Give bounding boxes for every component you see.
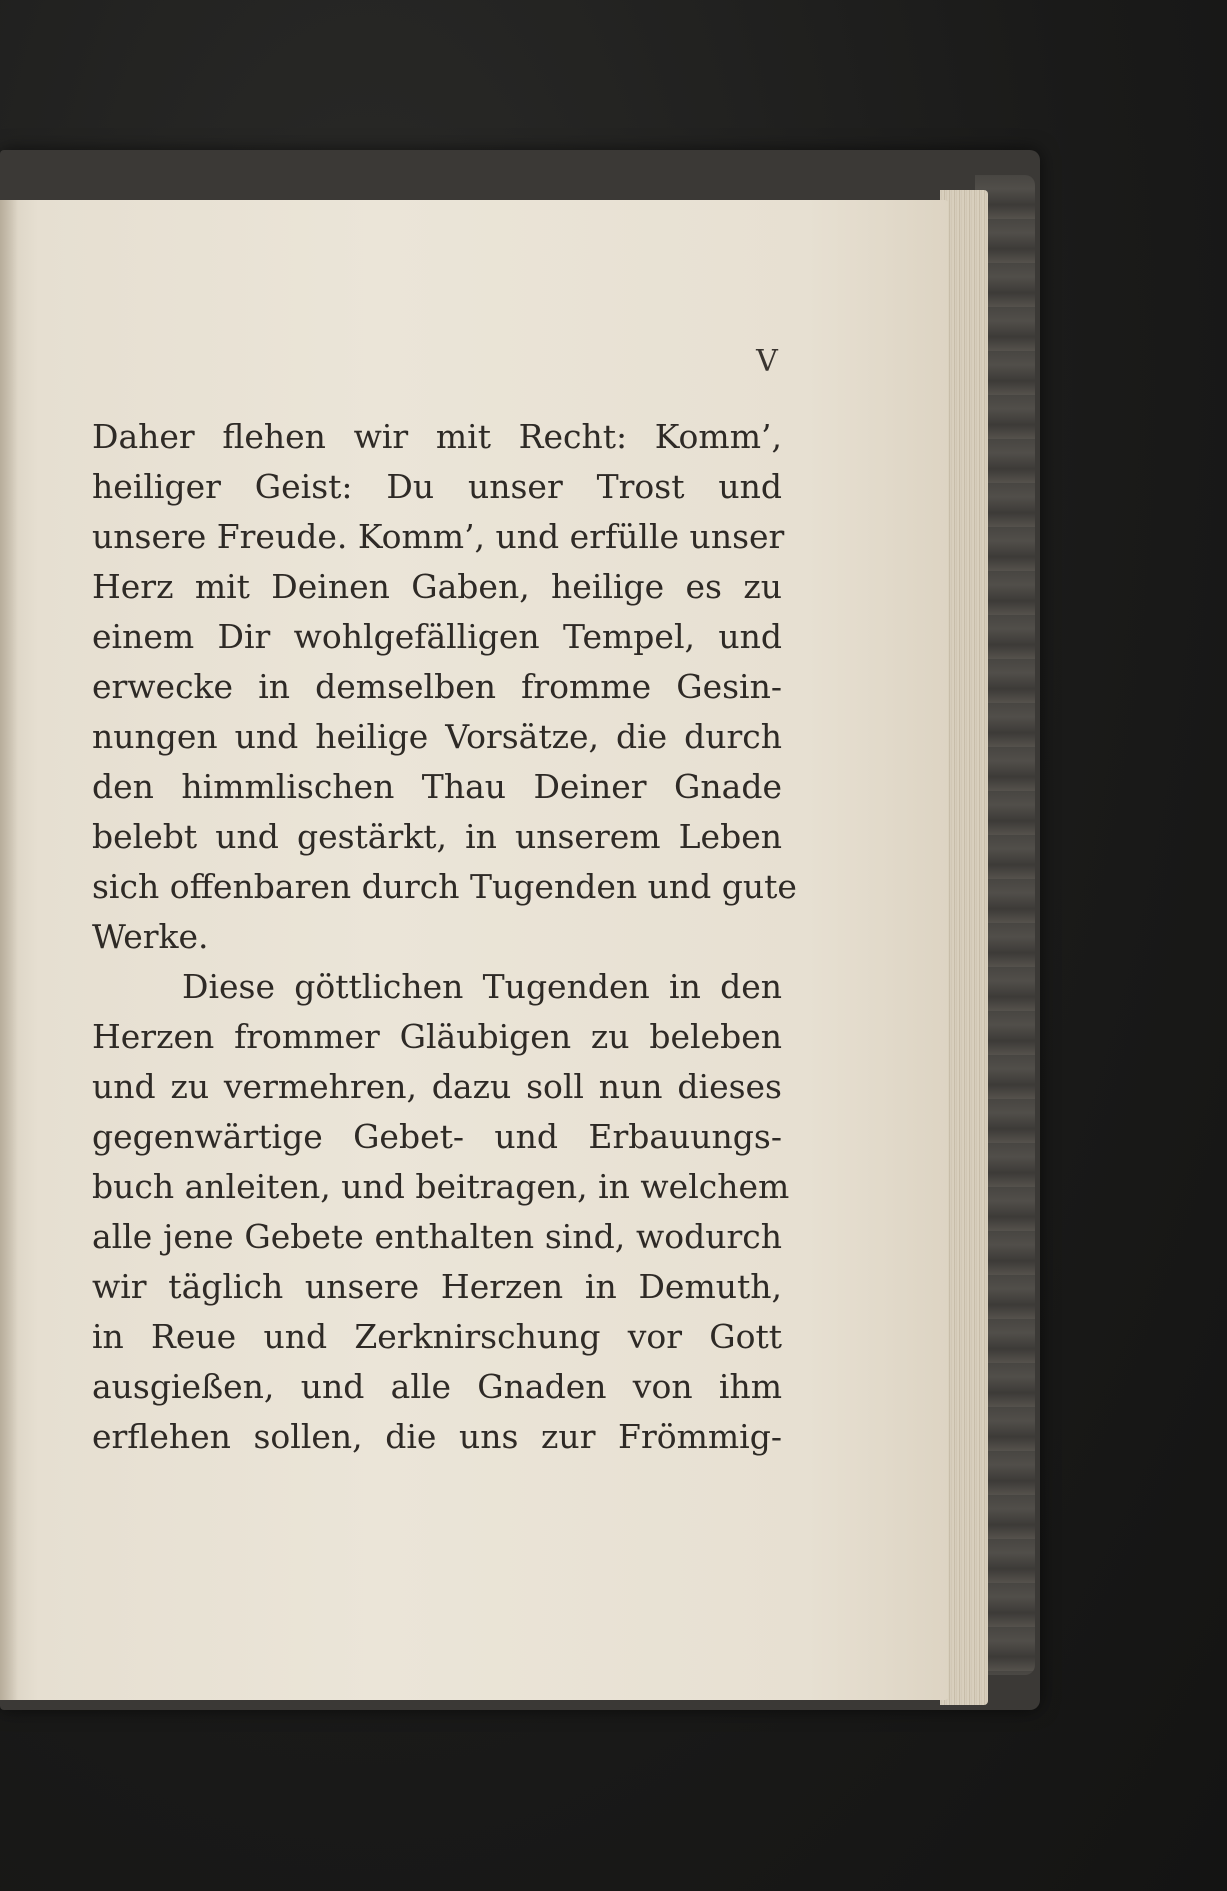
text-line: Werke. — [92, 917, 209, 956]
text-line: gegenwärtige Gebet- und Erbauungs- — [92, 1117, 782, 1156]
text-line: alle jene Gebete enthalten sind, wodurch — [92, 1217, 782, 1256]
text-line: sich offenbaren durch Tugenden und gute — [92, 867, 797, 906]
text-line: unsere Freude. Komm’, und erfülle unser — [92, 517, 785, 556]
page-number: V — [756, 344, 778, 379]
page-gutter — [0, 200, 18, 1700]
text-line: Herzen frommer Gläubigen zu beleben — [92, 1017, 782, 1056]
text-line: buch anleiten, und beitragen, in welchem — [92, 1167, 790, 1206]
text-line: erflehen sollen, die uns zur Frömmig- — [92, 1417, 782, 1456]
text-line: den himmlischen Thau Deiner Gnade — [92, 767, 782, 806]
text-line: und zu vermehren, dazu soll nun dieses — [92, 1067, 782, 1106]
text-line: erwecke in demselben fromme Gesin- — [92, 667, 782, 706]
text-line: in Reue und Zerknirschung vor Gott — [92, 1317, 782, 1356]
text-line: heiliger Geist: Du unser Trost und — [92, 467, 782, 506]
text-line: wir täglich unsere Herzen in Demuth, — [92, 1267, 782, 1306]
text-line: nungen und heilige Vorsätze, die durch — [92, 717, 782, 756]
text-line: belebt und gestärkt, in unserem Leben — [92, 817, 782, 856]
text-line: Diese göttlichen Tugenden in den — [182, 967, 782, 1006]
text-line: Daher flehen wir mit Recht: Komm’, — [92, 417, 782, 456]
text-line: einem Dir wohlgefälligen Tempel, und — [92, 617, 782, 656]
text-line: Herz mit Deinen Gaben, heilige es zu — [92, 567, 782, 606]
text-line: ausgießen, und alle Gnaden von ihm — [92, 1367, 782, 1406]
page-text — [92, 412, 797, 1462]
